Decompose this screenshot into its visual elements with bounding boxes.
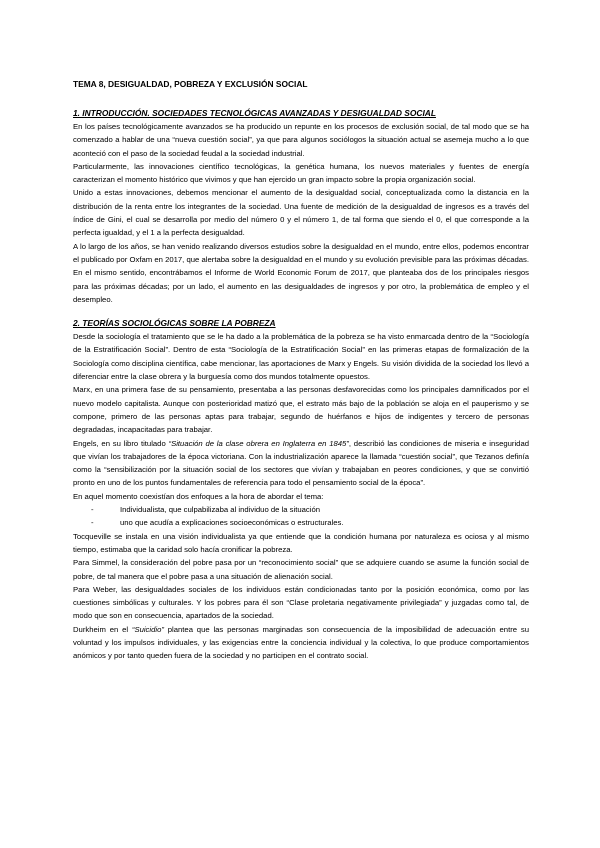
list-item-text: Individualista, que culpabilizaba al individuo de la situación	[120, 505, 321, 515]
document-title: TEMA 8, DESIGUALDAD, POBREZA Y EXCLUSIÓN SOCIAL	[73, 79, 308, 89]
list-item-text: uno que acudía a explicaciones socioeconómicas o estructurales.	[120, 518, 344, 528]
section-heading-introduccion: 1. INTRODUCCIÓN. SOCIEDADES TECNOLÓGICAS AVANZADAS Y DESIGUALDAD SOCIAL	[73, 108, 436, 118]
paragraph: En aquel momento coexistían dos enfoques a la hora de abordar el tema:	[73, 491, 324, 501]
list-item	[73, 516, 529, 529]
paragraph-durkheim	[73, 623, 529, 663]
paragraph: Para Simmel, la consideración del pobre pasa por un “reconocimiento social” que se adquiere cuando se asume la función social de pobre, de tal manera que el pobre pasa a una situación de alienación social.	[73, 558, 529, 581]
text-segment: , describió las condiciones de miseria e inseguridad que vivían los trabajadores de la época victoriana. Con la industrialización aparece la llamada “cuestión social”, que Tezanos definía como la “sensibilización por la situación social de los sectores que vivían y trabajaban en peores condiciones, y que se convirtió pronto en uno de los puntos fundamentales de referencia para todo el pensamiento social de la época”.	[73, 438, 529, 488]
text-segment: Durkheim en el	[73, 624, 132, 634]
paragraph-engels	[73, 437, 529, 490]
section-heading-teorias: 2. TEORÍAS SOCIOLÓGICAS SOBRE LA POBREZA	[73, 318, 276, 329]
paragraph: Unido a estas innovaciones, debemos mencionar el aumento de la desigualdad social, conceptualizada como la distancia en la distribución de la renta entre los integrantes de la sociedad. Una fuente de medición de la desigualdad de ingresos es a través del índice de Gini, el cual se desarrolla por medio del número 0 y el número 1, de tal forma que siendo el 0, el que corresponde a la perfecta igualdad, y el 1 a la perfecta desigualdad.	[73, 188, 529, 238]
bullet: -	[91, 505, 94, 515]
enfoques-list	[73, 503, 529, 530]
book-title: “Suicidio”	[131, 624, 164, 634]
paragraph: A lo largo de los años, se han venido realizando diversos estudios sobre la desigualdad en el mundo, entre ellos, podemos encontrar el publicado por Oxfam en 2017, que alertaba sobre la desigualdad en el mundo y su evolución previsible para las próximas décadas. En el mismo sentido, encontrábamos el Informe de World Economic Forum de 2017, que planteaba dos de los principales riesgos para las próximas décadas; por un lado, el aumento en las desigualdades de ingresos y por otro, la problemática de empleo y el desempleo.	[73, 241, 529, 304]
paragraph: Para Weber, las desigualdades sociales de los individuos están condicionadas tanto por la posición económica, como por las cuestiones simbólicas y culturales. Y los pobres para él son “Clase proletaria negativamente privilegiada” y juzgadas como tal, de modo que son en consecuencia, apartados de la sociedad.	[73, 584, 529, 621]
paragraph: Tocqueville se instala en una visión individualista ya que entiende que la condición humana por naturaleza es ociosa y al mismo tiempo, estimaba que la caridad solo hacía cronificar la pobreza.	[73, 531, 529, 554]
book-title: “Situación de la clase obrera en Inglaterra en 1845”	[168, 438, 349, 448]
paragraph: En los países tecnológicamente avanzados se ha producido un repunte en los procesos de exclusión social, de tal modo que se ha comenzado a hablar de una “nueva cuestión social”, ya que para algunos sociólogos la situación actual se asemeja mucho a lo que aconteció con el paso de la sociedad feudal a la sociedad industrial.	[73, 122, 529, 158]
paragraph: Desde la sociología el tratamiento que se le ha dado a la problemática de la pobreza se ha visto enmarcada dentro de la “Sociología de la Estratificación Social”. Dentro de esta “Sociología de la Estratificación Social” en las primeras etapas de formalización de la Sociología como disciplina científica, cabe mencionar, las aportaciones de Marx y Engels. Su visión dividida de la sociedad los llevó a diferenciar entre la clase obrera y la burguesía como dos mundos totalmente opuestos.	[73, 332, 529, 382]
text-segment: plantea que las personas marginadas son consecuencia de la imposibilidad de adecuación entre su voluntad y los impulsos individuales, y las exigencias entre la conciencia individual y la colectiva, lo que produce comportamientos anómicos y por tanto queden fuera de la sociedad y no participen en el contrato social.	[73, 624, 529, 661]
paragraph: Marx, en una primera fase de su pensamiento, presentaba a las personas desfavorecidas como los principales damnificados por el nuevo modelo capitalista. Aunque con posterioridad matizó que, el estrato más bajo de la población se aloja en el pauperismo y se compone, primero de las personas aptas para trabajar, segundo de huérfanos e hijos de indigentes y tercero de personas degradadas, incapacitadas para trabajar.	[73, 385, 529, 435]
text-segment: Engels, en su libro titulado	[73, 438, 169, 448]
list-item	[73, 503, 529, 516]
paragraph: Particularmente, las innovaciones científico tecnológicas, la genética humana, los nuevos materiales y fuentes de energía caracterizan el momento histórico que vivimos y que han ejercido un gran impacto sobre la propia organización social.	[73, 161, 529, 185]
bullet: -	[91, 518, 94, 528]
